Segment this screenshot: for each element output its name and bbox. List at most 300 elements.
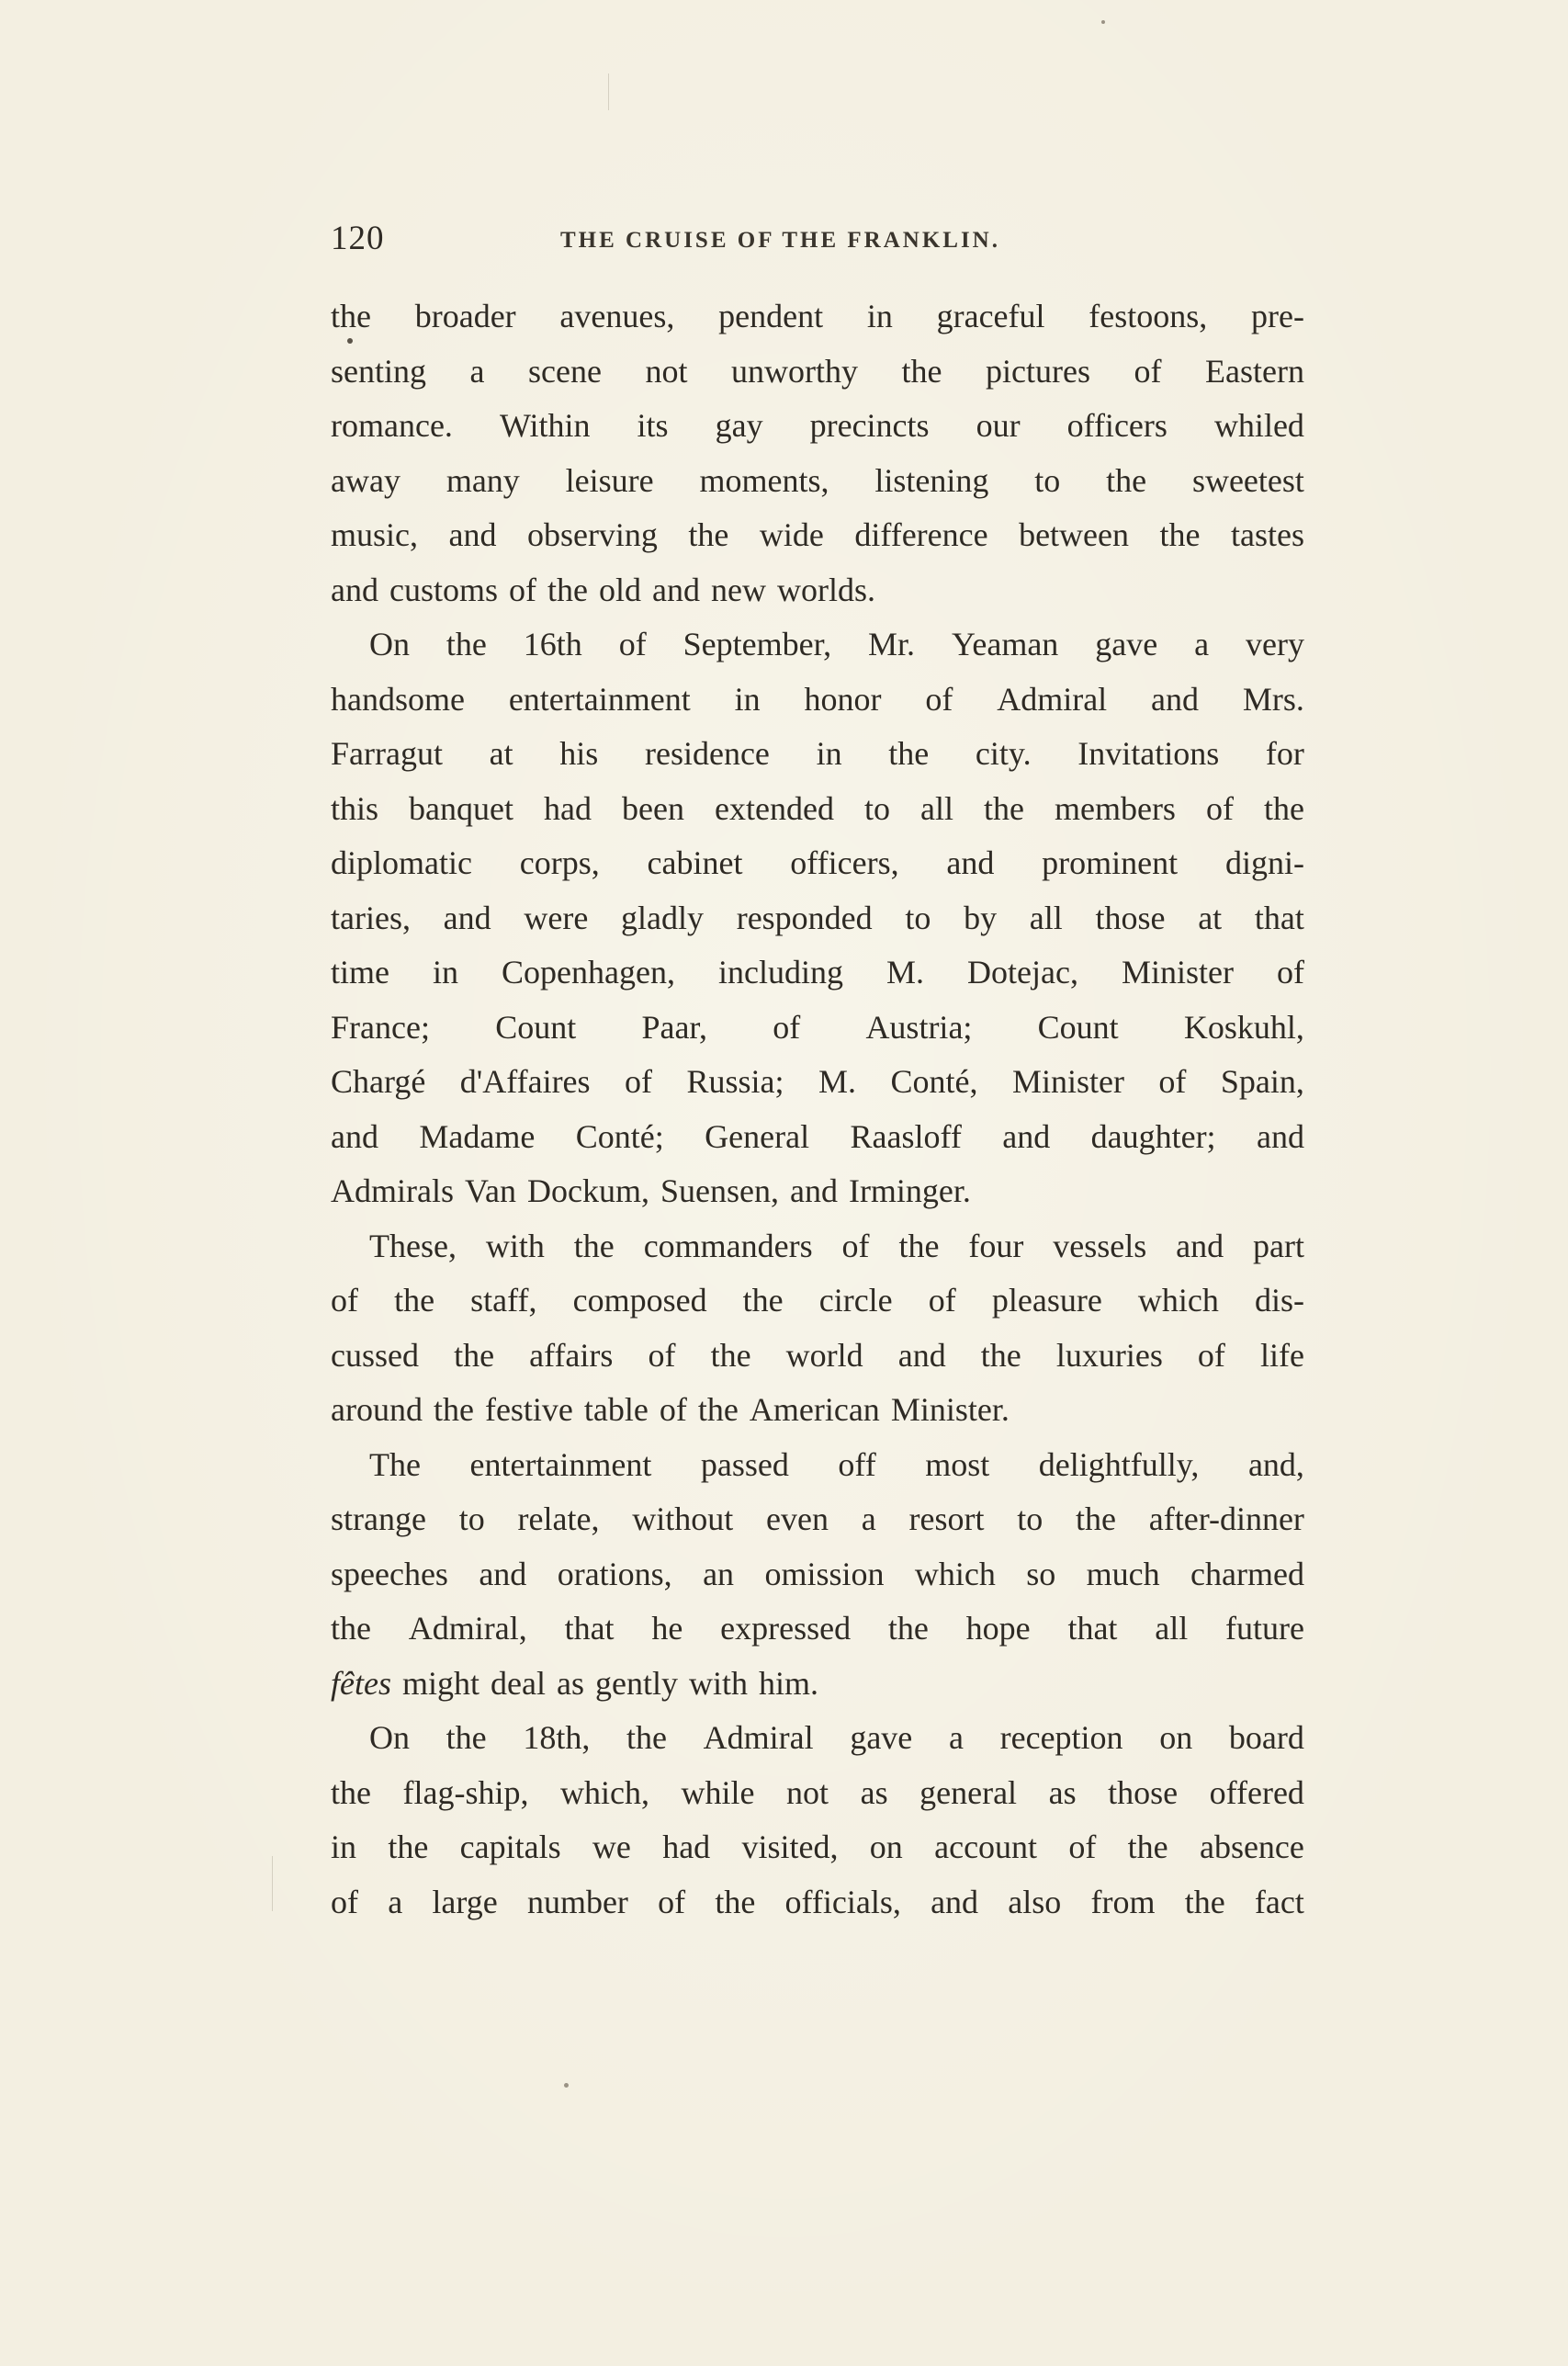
text-line (331, 1329, 1304, 1384)
word: members (1054, 789, 1176, 827)
word: all (1155, 1610, 1189, 1647)
text-line (331, 1110, 1304, 1165)
word: Farragut (331, 735, 443, 772)
word: and (331, 1117, 378, 1155)
text-line (331, 1383, 1304, 1438)
text-line (331, 1219, 1304, 1274)
word: from (1090, 1883, 1156, 1920)
word: of (618, 626, 647, 662)
word: customs (389, 571, 498, 608)
word: at (1198, 899, 1223, 936)
word: Chargé (331, 1063, 426, 1100)
word: of (648, 1336, 676, 1374)
word: the (1159, 516, 1201, 553)
word: as (860, 1773, 888, 1811)
text-line (331, 563, 1304, 618)
word: On (369, 626, 410, 662)
word: most (925, 1445, 990, 1483)
word: gay (715, 407, 763, 444)
word: music, (331, 516, 418, 553)
word: and (789, 1172, 838, 1209)
word: of (928, 1282, 956, 1319)
text-line (331, 945, 1304, 1001)
word: romance. (331, 407, 453, 444)
word: On (369, 1719, 410, 1756)
word: that (1067, 1610, 1118, 1647)
word: of (1158, 1063, 1187, 1100)
word: offered (1209, 1773, 1304, 1811)
word: of (1134, 352, 1162, 390)
text-line (331, 1766, 1304, 1821)
word: Admiral, (408, 1610, 527, 1647)
word: the (901, 352, 942, 390)
word: Eastern (1205, 352, 1304, 390)
word: vessels (1053, 1227, 1147, 1264)
word: fact (1254, 1883, 1304, 1920)
word: also (1008, 1883, 1062, 1920)
word: our (976, 407, 1021, 444)
text-line (331, 345, 1304, 400)
word: a (388, 1883, 403, 1920)
word: pre- (1251, 298, 1304, 334)
word: resort (908, 1500, 985, 1537)
word: reception (999, 1719, 1123, 1756)
word: the (1076, 1500, 1116, 1537)
word: tastes (1230, 516, 1304, 553)
word: banquet (409, 789, 513, 827)
word: Admiral (997, 680, 1108, 718)
word: of (841, 1227, 870, 1264)
word: Copenhagen, (502, 954, 675, 991)
word: deal (491, 1664, 546, 1702)
word: and (443, 899, 491, 936)
word: while (681, 1773, 755, 1811)
word: France; (331, 1008, 430, 1046)
word: Conté; (575, 1117, 664, 1155)
text-line (331, 399, 1304, 454)
word: in (433, 954, 459, 991)
word: affairs (529, 1336, 614, 1374)
word: much (1086, 1555, 1160, 1592)
word: graceful (936, 298, 1045, 334)
word: the (454, 1336, 495, 1374)
word: to (1034, 461, 1061, 499)
word: even (766, 1500, 829, 1537)
word: daughter; (1090, 1117, 1216, 1155)
word: as (556, 1664, 584, 1702)
word: with (688, 1664, 748, 1702)
word: on (1159, 1719, 1193, 1756)
word: Dotejac, (967, 954, 1078, 991)
word: American (749, 1391, 880, 1428)
word: the (983, 789, 1024, 827)
word: without (632, 1500, 734, 1537)
word: for (1265, 735, 1304, 772)
word: M. (886, 954, 925, 991)
page-header (331, 219, 1304, 265)
word: passed (700, 1445, 789, 1483)
word: General (705, 1117, 810, 1155)
text-line (331, 1711, 1304, 1766)
word: Spain, (1220, 1063, 1304, 1100)
word: absence (1199, 1828, 1304, 1865)
word: diplomatic (331, 844, 472, 881)
word: speeches (331, 1555, 448, 1592)
word: pleasure (991, 1282, 1102, 1319)
word: 18th, (523, 1719, 591, 1756)
word: not (645, 352, 688, 390)
word: general (919, 1773, 1018, 1811)
word: old (598, 571, 641, 608)
word: visited, (741, 1828, 839, 1865)
word: which (914, 1555, 996, 1592)
word: hope (965, 1610, 1031, 1647)
word: the (394, 1282, 435, 1319)
text-line (331, 617, 1304, 673)
word: Minister (1011, 1063, 1124, 1100)
word: and (448, 516, 497, 553)
ink-speck (347, 338, 353, 344)
word: all (1029, 899, 1063, 936)
word: him. (758, 1664, 818, 1702)
text-line (331, 1164, 1304, 1219)
word: after-dinner (1148, 1500, 1304, 1537)
word: gently (594, 1664, 678, 1702)
word: the (697, 1391, 739, 1428)
word: to (905, 899, 931, 936)
word: of (925, 680, 953, 718)
word: charmed (1190, 1555, 1304, 1592)
word: circle (818, 1282, 893, 1319)
word: in (816, 735, 842, 772)
word: table (583, 1391, 649, 1428)
word: officers (1066, 407, 1168, 444)
word: city. (975, 735, 1032, 772)
word: Mrs. (1242, 680, 1304, 718)
text-line (331, 727, 1304, 782)
word: new (710, 571, 766, 608)
word: scene (528, 352, 602, 390)
word: fêtes (331, 1664, 391, 1702)
word: festive (484, 1391, 573, 1428)
word: by (964, 899, 998, 936)
word: the (898, 1227, 940, 1264)
word: a (948, 1719, 964, 1756)
word: Austria; (865, 1008, 973, 1046)
text-line (331, 1438, 1304, 1493)
word: and (1151, 680, 1200, 718)
word: the (742, 1282, 784, 1319)
word: listening (874, 461, 989, 499)
word: board (1228, 1719, 1304, 1756)
word: and (479, 1555, 527, 1592)
word: difference (854, 516, 988, 553)
word: the (887, 1610, 929, 1647)
word: officials, (784, 1883, 901, 1920)
word: September, (682, 626, 832, 662)
word: Paar, (641, 1008, 707, 1046)
word: residence (644, 735, 770, 772)
word: so (1026, 1555, 1056, 1592)
word: large (432, 1883, 498, 1920)
word: a (1194, 626, 1210, 662)
word: in (734, 680, 761, 718)
word: worlds. (776, 571, 875, 608)
word: and (897, 1336, 946, 1374)
word: of (1068, 1828, 1097, 1865)
paper-speck (1101, 20, 1105, 24)
word: very (1245, 626, 1304, 662)
word: corps, (519, 844, 600, 881)
word: honor (804, 680, 882, 718)
word: not (786, 1773, 829, 1811)
word: and (931, 1883, 979, 1920)
text-line (331, 1492, 1304, 1547)
word: all (919, 789, 953, 827)
word: senting (331, 352, 426, 390)
word: as (1048, 1773, 1077, 1811)
word: sweetest (1191, 461, 1304, 499)
word: cabinet (647, 844, 743, 881)
word: life (1259, 1336, 1304, 1374)
word: Madame (419, 1117, 536, 1155)
word: around (331, 1391, 423, 1428)
word: unworthy (731, 352, 859, 390)
word: the (547, 571, 588, 608)
word: cussed (331, 1336, 419, 1374)
word: M. (818, 1063, 856, 1100)
word: the (710, 1336, 751, 1374)
word: the (1263, 789, 1304, 827)
word: and (1256, 1117, 1304, 1155)
word: d'Affaires (459, 1063, 591, 1100)
word: the (626, 1719, 667, 1756)
word: were (524, 899, 589, 936)
word: off (838, 1445, 876, 1483)
word: of (331, 1282, 358, 1319)
word: the (1184, 1883, 1225, 1920)
word: the (573, 1227, 615, 1264)
word: and (1176, 1227, 1224, 1264)
word: of (1197, 1336, 1225, 1374)
word: the (388, 1828, 429, 1865)
word: four (968, 1227, 1024, 1264)
word: he (651, 1610, 683, 1647)
word: away (331, 461, 400, 499)
word: capitals (459, 1828, 561, 1865)
word: entertainment (508, 680, 691, 718)
word: and (331, 571, 378, 608)
word: and (1002, 1117, 1051, 1155)
word: Minister. (890, 1391, 1010, 1428)
word: time (331, 954, 389, 991)
text-line (331, 1001, 1304, 1056)
word: of (1205, 789, 1234, 827)
word: delightfully, (1038, 1445, 1200, 1483)
paper-crease (608, 74, 609, 110)
word: officers, (790, 844, 899, 881)
word: the (715, 1883, 756, 1920)
text-line (331, 454, 1304, 509)
word: on (869, 1828, 903, 1865)
body-text (331, 289, 1304, 1930)
word: the (446, 626, 487, 662)
word: the (433, 1391, 474, 1428)
word: its (637, 407, 669, 444)
text-line (331, 782, 1304, 837)
word: with (485, 1227, 545, 1264)
word: of (1277, 954, 1304, 991)
word: a (861, 1500, 876, 1537)
word: that (564, 1610, 615, 1647)
text-line (331, 1657, 1304, 1712)
word: broader (414, 298, 516, 334)
word: Suensen, (660, 1172, 779, 1209)
word: which, (560, 1773, 649, 1811)
word: and (946, 844, 995, 881)
running-head: THE CRUISE OF THE FRANKLIN. (560, 228, 1000, 253)
word: that (1254, 899, 1304, 936)
word: composed (572, 1282, 707, 1319)
word: Within (499, 407, 591, 444)
word: Dockum, (526, 1172, 649, 1209)
word: in (866, 298, 893, 334)
word: and, (1247, 1445, 1304, 1483)
word: taries, (331, 899, 411, 936)
word: gave (850, 1719, 913, 1756)
word: the (331, 298, 371, 334)
word: to (863, 789, 890, 827)
word: Minister (1121, 954, 1234, 991)
word: wide (759, 516, 824, 553)
page-number: 120 (331, 220, 385, 257)
word: the (688, 516, 729, 553)
word: Mr. (868, 626, 916, 662)
word: Admirals (331, 1172, 454, 1209)
word: handsome (331, 680, 465, 718)
word: strange (331, 1500, 426, 1537)
word: of (658, 1883, 686, 1920)
word: flag-ship, (402, 1773, 529, 1811)
word: his (559, 735, 599, 772)
word: gladly (621, 899, 704, 936)
word: responded (736, 899, 873, 936)
word: the (331, 1773, 371, 1811)
word: we (592, 1828, 631, 1865)
word: orations, (557, 1555, 672, 1592)
word: future (1225, 1610, 1304, 1647)
word: Count (495, 1008, 577, 1046)
word: Irminger. (848, 1172, 971, 1209)
word: the (331, 1610, 371, 1647)
word: Invitations (1077, 735, 1220, 772)
text-line (331, 1055, 1304, 1110)
text-line (331, 673, 1304, 728)
word: Admiral (703, 1719, 814, 1756)
word: had (544, 789, 592, 827)
word: the (980, 1336, 1021, 1374)
word: Russia; (686, 1063, 784, 1100)
word: leisure (565, 461, 654, 499)
word: entertainment (469, 1445, 652, 1483)
word: of (773, 1008, 801, 1046)
word: the (446, 1719, 487, 1756)
word: in (331, 1828, 357, 1865)
text-line (331, 891, 1304, 946)
word: to (458, 1500, 485, 1537)
word: between (1019, 516, 1130, 553)
word: the (1127, 1828, 1168, 1865)
word: staff, (470, 1282, 537, 1319)
word: account (934, 1828, 1038, 1865)
word: might (401, 1664, 479, 1702)
word: Yeaman (951, 626, 1059, 662)
word: prominent (1042, 844, 1179, 881)
word: gave (1095, 626, 1158, 662)
word: and (652, 571, 700, 608)
word: an (703, 1555, 735, 1592)
word: omission (764, 1555, 885, 1592)
word: to (1017, 1500, 1043, 1537)
text-line (331, 1547, 1304, 1602)
text-line (331, 1820, 1304, 1875)
word: including (718, 954, 843, 991)
word: the (1106, 461, 1147, 499)
word: at (489, 735, 513, 772)
word: festoons, (1089, 298, 1208, 334)
word: luxuries (1055, 1336, 1163, 1374)
word: The (369, 1445, 421, 1483)
text-line (331, 1875, 1304, 1930)
word: many (446, 461, 520, 499)
word: precincts (809, 407, 930, 444)
text-line (331, 289, 1304, 345)
word: digni- (1224, 844, 1304, 881)
word: dis- (1254, 1282, 1304, 1319)
word: this (331, 789, 379, 827)
word: world (785, 1336, 863, 1374)
text-line (331, 1274, 1304, 1329)
word: Van (464, 1172, 516, 1209)
word: of (625, 1063, 653, 1100)
word: commanders (643, 1227, 813, 1264)
text-line (331, 1602, 1304, 1657)
word: relate, (517, 1500, 600, 1537)
word: the (888, 735, 930, 772)
word: Koskuhl, (1183, 1008, 1304, 1046)
word: pendent (718, 298, 824, 334)
word: Raasloff (850, 1117, 962, 1155)
word: Conté, (890, 1063, 978, 1100)
word: number (526, 1883, 628, 1920)
word: been (622, 789, 684, 827)
word: part (1253, 1227, 1304, 1264)
word: had (662, 1828, 711, 1865)
word: expressed (720, 1610, 852, 1647)
word: observing (526, 516, 658, 553)
word: a (469, 352, 485, 390)
text-line (331, 508, 1304, 563)
word: of (509, 571, 536, 608)
word: those (1095, 899, 1166, 936)
paper-speck (564, 2083, 569, 2088)
text-line (331, 836, 1304, 891)
paper-crease (272, 1856, 273, 1911)
word: extended (715, 789, 834, 827)
word: of (331, 1883, 358, 1920)
word: of (659, 1391, 687, 1428)
word: pictures (986, 352, 1090, 390)
